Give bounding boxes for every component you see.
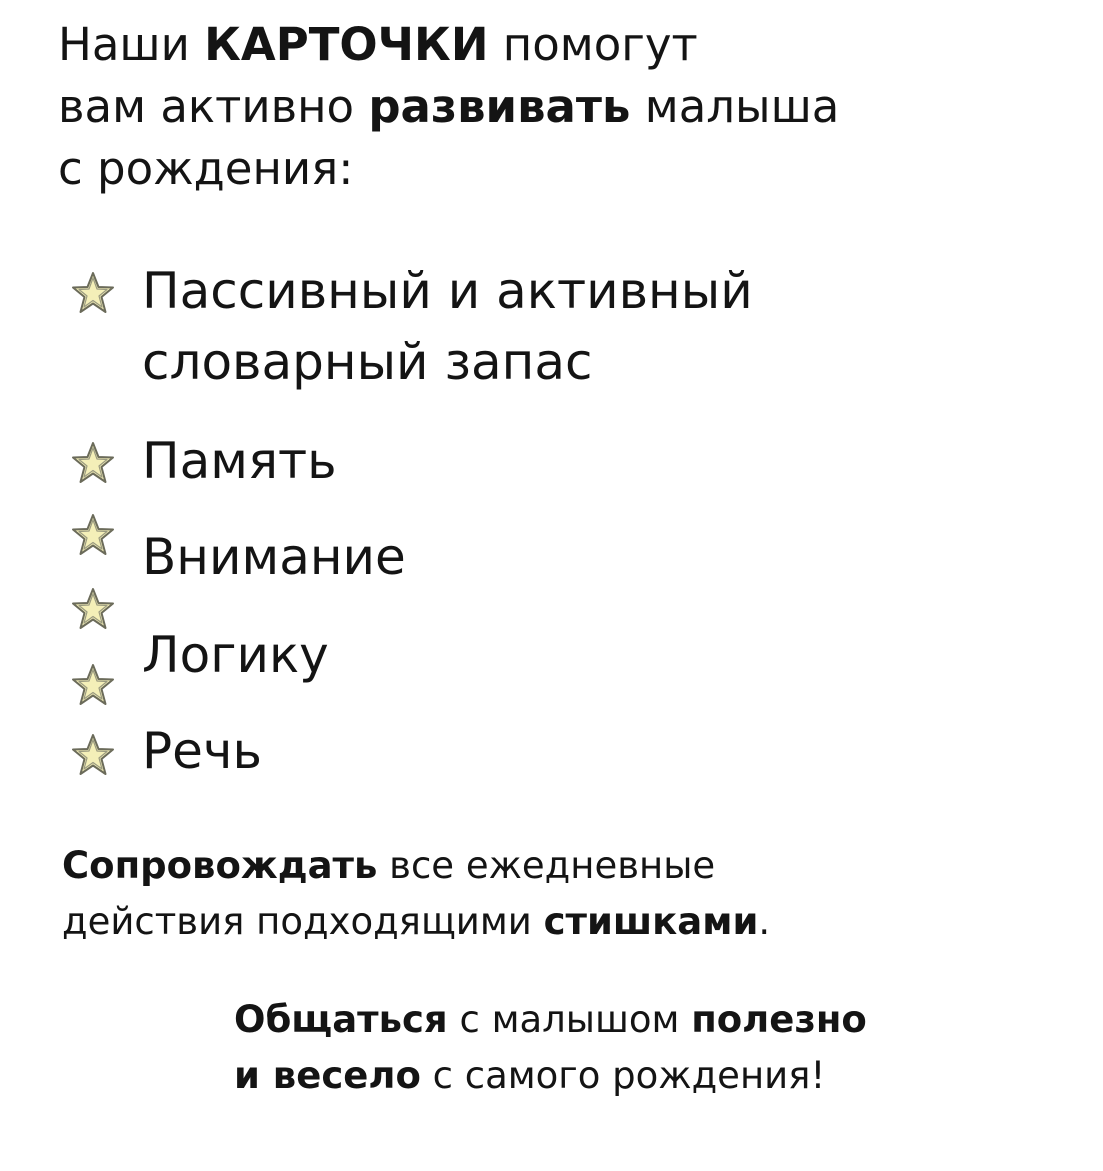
intro-line-2: вам активно развивать малыша xyxy=(58,80,840,133)
list-item-label: Речь xyxy=(142,722,262,780)
list-item-label: Пассивный и активный xyxy=(142,262,753,320)
list-item-label: словарный запас xyxy=(142,333,593,391)
paragraph-rhymes: Сопровождать все ежедневные действия подходящими стишками. xyxy=(62,844,771,943)
paragraph-conclusion: Общаться с малышом полезно и весело с самого рождения! xyxy=(234,998,867,1097)
star-icon xyxy=(70,732,116,778)
intro-bold-develop: развивать xyxy=(368,80,631,133)
intro-line-1: Наши КАРТОЧКИ помогут xyxy=(58,18,698,71)
star-icon xyxy=(70,586,116,632)
star-icon xyxy=(70,440,116,486)
list-item-label: Внимание xyxy=(142,528,406,586)
list-item-label: Логику xyxy=(142,626,329,684)
star-icon xyxy=(70,662,116,708)
list-item-label: Память xyxy=(142,432,337,490)
intro-line-3: с рождения: xyxy=(58,142,354,195)
star-icon xyxy=(70,512,116,558)
star-icon xyxy=(70,270,116,316)
intro-bold-cards: КАРТОЧКИ xyxy=(204,18,489,71)
intro-heading xyxy=(58,14,1078,200)
